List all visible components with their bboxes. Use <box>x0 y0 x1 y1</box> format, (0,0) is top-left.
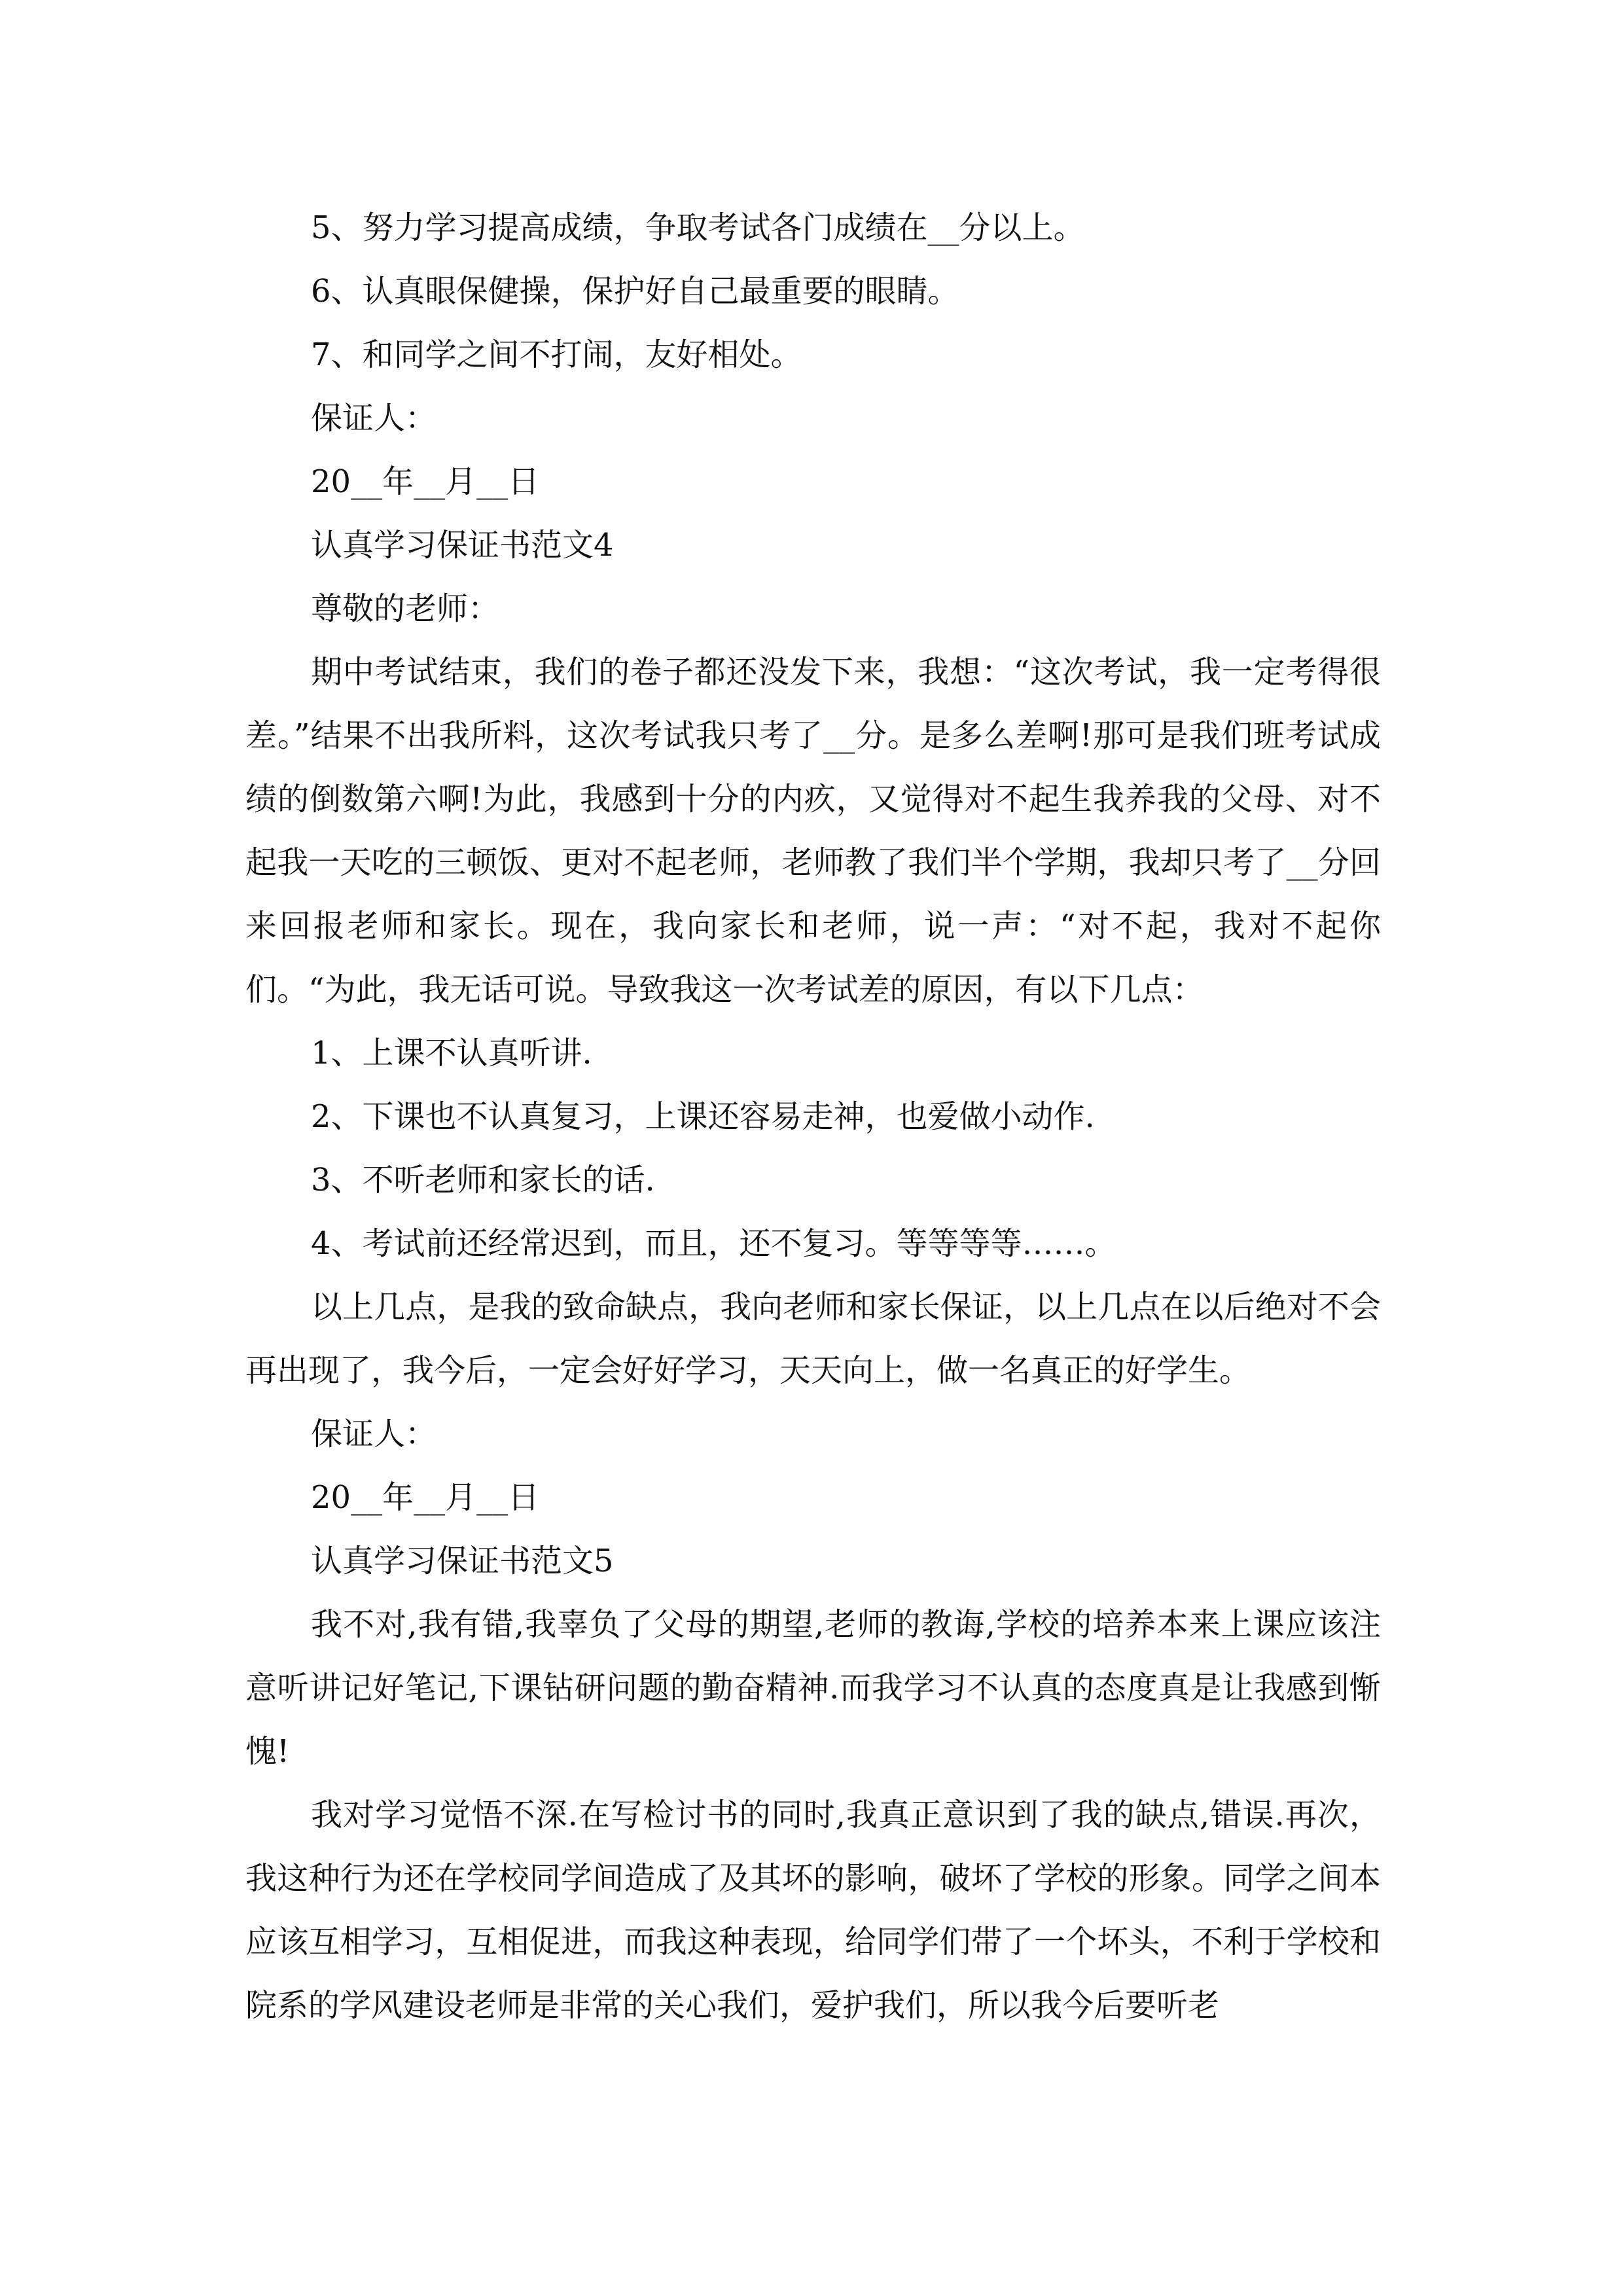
list-item: 6、认真眼保健操，保护好自己最重要的眼睛。 <box>311 273 959 310</box>
document-body <box>245 196 1381 2037</box>
list-item: 1、上课不认真听讲. <box>311 1035 592 1071</box>
date-line: 20__年__月__日 <box>311 1479 540 1516</box>
section-title: 认真学习保证书范文5 <box>311 1543 614 1579</box>
body-paragraph: 以上几点，是我的致命缺点，我向老师和家长保证，以上几点在以后绝对不会再出现了，我今后，一定会好好学习，天天向上，做一名真正的好学生。 <box>245 1289 1381 1389</box>
body-paragraph: 我对学习觉悟不深.在写检讨书的同时,我真正意识到了我的缺点,错误.再次，我这种行为还在学校同学间造成了及其坏的影响，破坏了学校的形象。同学之间本应该互相学习，互相促进，而我这种表现，给同学们带了一个坏头，不利于学校和院系的学风建设老师是非常的关心我们，爱护我们，所以我今后要听老 <box>245 1797 1381 2024</box>
list-item: 2、下课也不认真复习，上课还容易走神，也爱做小动作. <box>311 1098 1095 1135</box>
date-line: 20__年__月__日 <box>311 463 540 500</box>
body-paragraph: 我不对,我有错,我辜负了父母的期望,老师的教诲,学校的培养本来上课应该注意听讲记好笔记,下课钻研问题的勤奋精神.而我学习不认真的态度真是让我感到惭愧! <box>245 1606 1381 1770</box>
list-item: 7、和同学之间不打闹，友好相处。 <box>311 336 802 373</box>
body-paragraph: 期中考试结束，我们的卷子都还没发下来，我想：“这次考试，我一定考得很差。”结果不出我所料，这次考试我只考了__分。是多么差啊!那可是我们班考试成绩的倒数第六啊!为此，我感到十分的内疚，又觉得对不起生我养我的父母、对不起我一天吃的三顿饭、更对不起老师，老师教了我们半个学期，我却只考了__分回来回报老师和家长。现在，我向家长和老师，说一声：“对不起，我对不起你们。“为此，我无话可说。导致我这一次考试差的原因，有以下几点： <box>245 654 1381 1008</box>
list-item: 5、努力学习提高成绩，争取考试各门成绩在__分以上。 <box>311 209 1085 246</box>
salutation: 尊敬的老师： <box>311 590 500 627</box>
list-item: 4、考试前还经常迟到，而且，还不复习。等等等等……。 <box>311 1225 1116 1262</box>
section-title: 认真学习保证书范文4 <box>311 527 614 564</box>
signature-label: 保证人： <box>311 400 437 437</box>
signature-label: 保证人： <box>311 1416 437 1452</box>
list-item: 3、不听老师和家长的话. <box>311 1162 655 1198</box>
